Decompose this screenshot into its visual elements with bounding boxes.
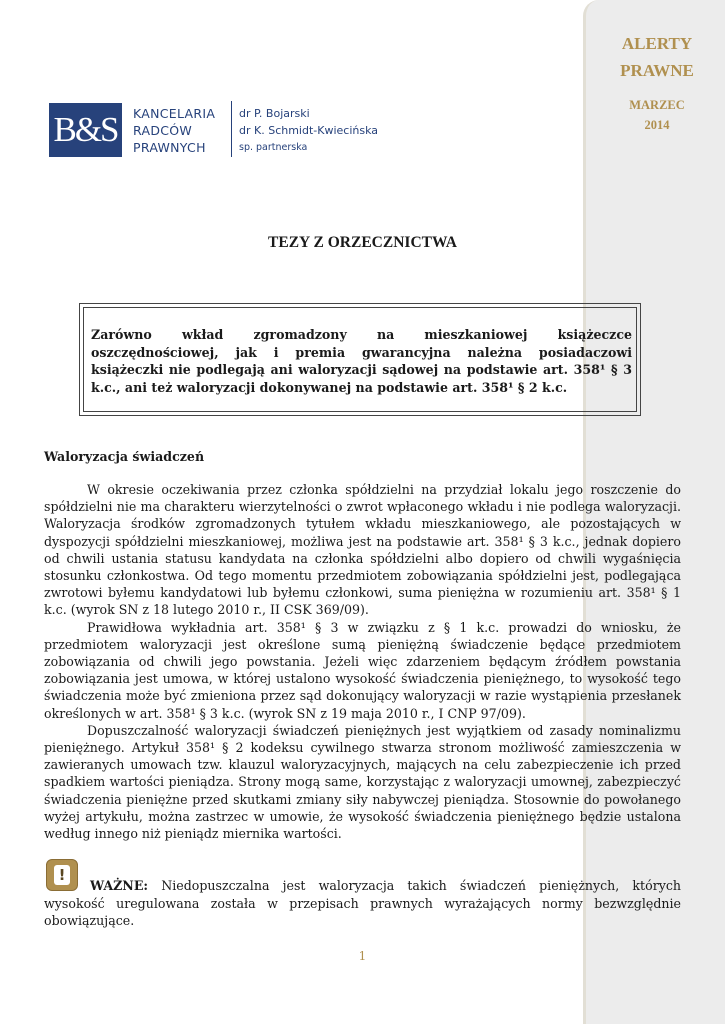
- sidebar-title: [586, 30, 725, 84]
- page-number: 1: [358, 949, 367, 963]
- section-heading: Waloryzacja świadczeń: [44, 449, 205, 464]
- partnership-label: sp. partnerska: [239, 142, 308, 153]
- paragraph-3: Dopuszczalność waloryzacji świadczeń pieniężnych jest wyjątkiem od zasady nominalizmu pieniężnego. Artykuł 358¹ § 2 kodeksu cywilnego stwarza stronom możliwość zamieszczenia w zawieranych umowach tzw. klauzul waloryzacyjnych, mających na celu zabezpieczenie ich przed spadkiem wartości pieniądza. Strony mogą same, korzystając z waloryzacji umownej, zabezpieczyć świadczenia pieniężne przed skutkami zmiany siły nabywczej pieniądza. Stosownie do powołanego wyżej artykułu, można zastrzec w umowie, że wysokość świadczenia pieniężnego będzie ustalona według innego niż pieniądz miernika wartości.: [44, 722, 681, 842]
- partner-1: dr P. Bojarski: [239, 107, 310, 120]
- firm-name-line1: KANCELARIA: [133, 106, 216, 121]
- summary-box: [79, 303, 641, 416]
- partner-2: dr K. Schmidt-Kwiecińska: [239, 124, 379, 137]
- important-text: Niedopuszczalna jest waloryzacja takich świadczeń pieniężnych, których wysokość uregulowana została w przepisach prawnych wyrażających normy bezwzględnie obowiązujące.: [44, 878, 681, 928]
- exclamation-icon: !: [46, 859, 78, 891]
- sidebar-month: MARZEC: [629, 98, 685, 112]
- firm-partners: [239, 105, 378, 156]
- sidebar-title-line1: ALERTY: [621, 34, 693, 53]
- firm-name-line2: RADCÓW: [133, 123, 193, 138]
- summary-text: Zarówno wkład zgromadzony na mieszkaniowej książeczce oszczędnościowej, jak i premia gwarancyjna należna posiadaczowi książeczki nie podlegają ani waloryzacji sądowej na podstawie art. 358¹ § 3 k.c., ani też waloryzacji dokonywanej na podstawie art. 358¹ § 2 k.c.: [83, 307, 637, 412]
- paragraph-1: W okresie oczekiwania przez członka spółdzielni na przydział lokalu jego roszczenie do spółdzielni nie ma charakteru wierzytelności o zwrot wpłaconego wkładu i nie podlega waloryzacji. Waloryzacja środków zgromadzonych tytułem wkładu mieszkaniowego, ale pozostających w dyspozycji spółdzielni mieszkaniowej, możliwa jest na podstawie art. 358¹ § 3 k.c., jednak dopiero od chwili ustania statusu kandydata na członka spółdzielni albo dopiero od chwili wygaśnięcia stosunku członkostwa. Od tego momentu przedmiotem zobowiązania spółdzielni jest, podlegająca zwrotowi byłemu kandydatowi lub byłemu członkowi, suma pieniężna w rozumieniu art. 358¹ § 1 k.c. (wyrok SN z 18 lutego 2010 r., II CSK 369/09).: [44, 482, 681, 618]
- firm-name-line3: PRAWNYCH: [133, 140, 206, 155]
- important-label: WAŻNE:: [90, 878, 149, 893]
- important-note: [44, 877, 681, 930]
- article-body: [44, 481, 681, 842]
- page-title: TEZY Z ORZECZNICTWA: [268, 234, 457, 251]
- logo-divider: [231, 101, 232, 157]
- paragraph-2: Prawidłowa wykładnia art. 358¹ § 3 w związku z § 1 k.c. prowadzi do wniosku, że przedmiotem waloryzacji jest określone sumą pieniężną świadczenie będące przedmiotem zobowiązania od chwili jego powstania. Jeżeli więc zdarzeniem będącym źródłem powstania zobowiązania jest umowa, w której ustalono wysokość świadczenia pieniężnego, to wysokość tego świadczenia może być zmieniona przez sąd dokonujący waloryzacji w razie wystąpienia przesłanek określonych w art. 358¹ § 3 k.c. (wyrok SN z 19 maja 2010 r., I CNP 97/09).: [44, 619, 681, 721]
- sidebar-title-line2: PRAWNE: [620, 61, 694, 80]
- sidebar-year: 2014: [644, 118, 670, 132]
- firm-name: [133, 105, 215, 156]
- sidebar-date: [586, 95, 725, 135]
- firm-logo-icon: B&S: [49, 103, 122, 157]
